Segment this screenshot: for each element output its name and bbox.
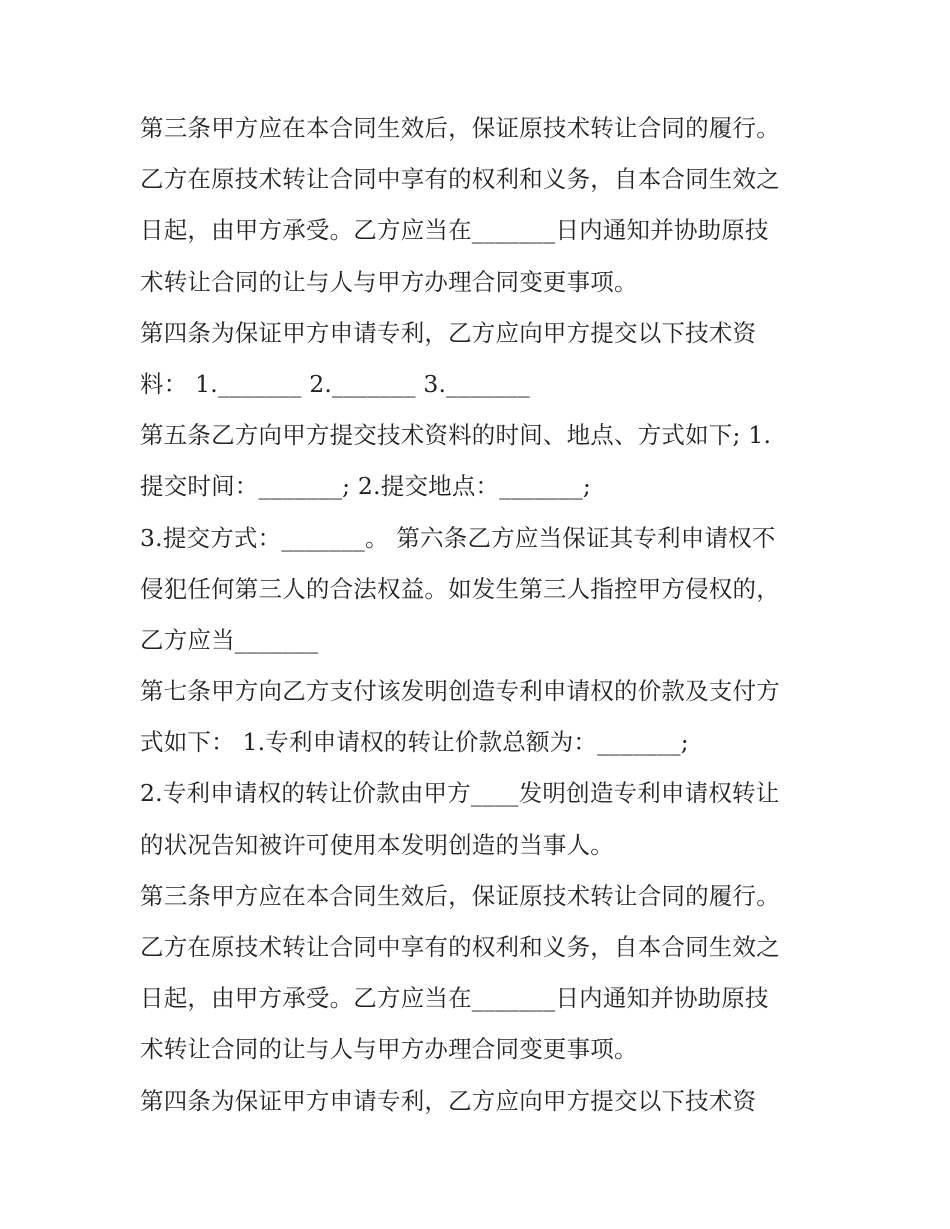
text-line: 2.专利申请权的转让价款由甲方____发明创造专利申请权转让 xyxy=(140,779,780,808)
text-line: 日起，由甲方承受。乙方应当在_______日内通知并协助原技 xyxy=(140,216,769,245)
text-line: 提交时间：_______; 2.提交地点：_______; xyxy=(140,472,592,501)
text-line: 第三条甲方应在本合同生效后，保证原技术转让合同的履行。 xyxy=(140,114,780,142)
text-line: 第四条为保证甲方申请专利，乙方应向甲方提交以下技术资 xyxy=(140,318,757,347)
text-line: 式如下： 1.专利申请权的转让价款总额为：_______; xyxy=(140,728,689,757)
text-line: 3.提交方式：_______。 第六条乙方应当保证其专利申请权不 xyxy=(140,523,776,552)
text-line: 料： 1._______ 2._______ 3._______ xyxy=(140,369,530,398)
text-line: 第七条甲方向乙方支付该发明创造专利申请权的价款及支付方 xyxy=(140,677,780,706)
text-line: 的状况告知被许可使用本发明创造的当事人。 xyxy=(140,830,614,859)
text-line: 日起，由甲方承受。乙方应当在_______日内通知并协助原技 xyxy=(140,984,769,1013)
text-line: 术转让合同的让与人与甲方办理合同变更事项。 xyxy=(140,1035,638,1064)
text-line: 乙方应当_______ xyxy=(140,625,319,654)
text-line: 乙方在原技术转让合同中享有的权利和义务，自本合同生效之 xyxy=(140,933,780,961)
text-line: 乙方在原技术转让合同中享有的权利和义务，自本合同生效之 xyxy=(140,165,780,194)
text-line: 第五条乙方向甲方提交技术资料的时间、地点、方式如下; 1. xyxy=(140,421,772,450)
text-line: 侵犯任何第三人的合法权益。如发生第三人指控甲方侵权的， xyxy=(140,574,780,603)
text-line: 第四条为保证甲方申请专利，乙方应向甲方提交以下技术资 xyxy=(140,1086,757,1115)
document-body xyxy=(140,103,820,1127)
text-line: 第三条甲方应在本合同生效后，保证原技术转让合同的履行。 xyxy=(140,881,780,910)
text-line: 术转让合同的让与人与甲方办理合同变更事项。 xyxy=(140,267,638,296)
